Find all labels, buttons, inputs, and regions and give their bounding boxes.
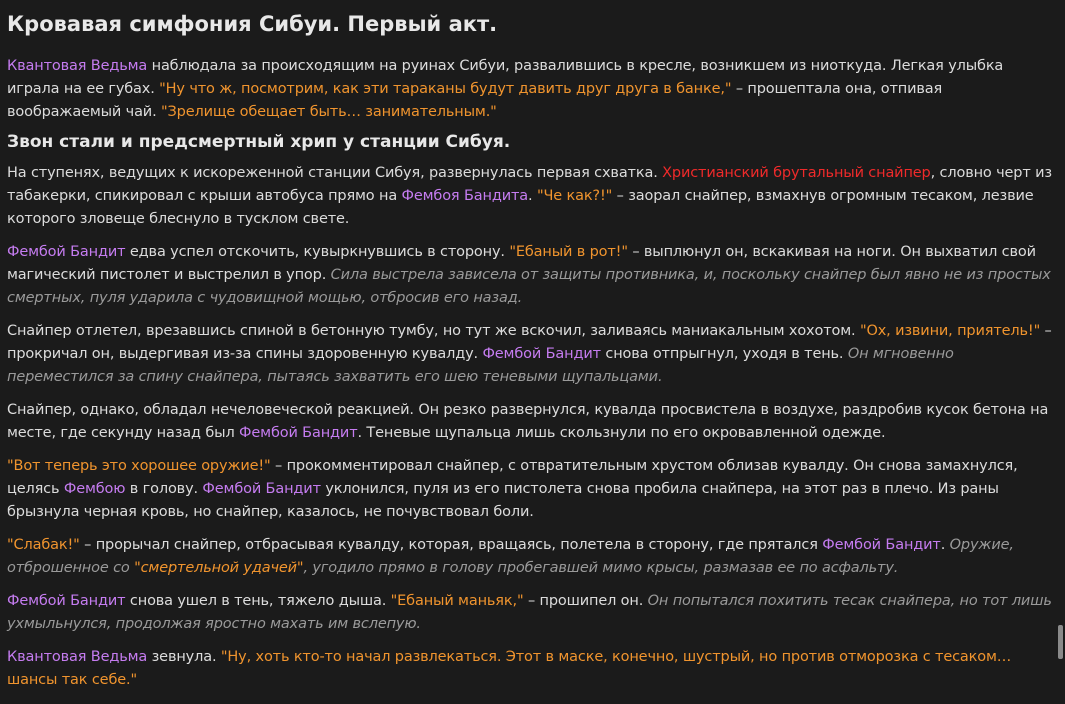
dialogue-text: "Че как?!" (536, 188, 613, 204)
character-name: Фембой Бандит (202, 481, 321, 497)
narrative-text: – заорал снайпер, взмахнув огромным тесаком, лезвие которого зловеще блеснуло в тусклом свете. (7, 188, 1034, 227)
page-title: Кровавая симфония Сибуи. Первый акт. (7, 12, 498, 36)
story-paragraph (7, 399, 1052, 445)
dialogue-text: "Ну что ж, посмотрим, как эти тараканы будут давить друг друга в банке," (159, 81, 732, 97)
character-name: Фембой Бандит (239, 425, 358, 441)
narrative-text: – прокомментировал снайпер, с отвратительным хрустом облизав кувалду. Он снова замахнулся, целясь (7, 458, 1018, 497)
story-paragraph (7, 241, 1052, 310)
narrative-text: – прошептала она, отпивая воображаемый чай. (7, 81, 943, 120)
narrative-text: наблюдала за происходящим на руинах Сибуи, развалившись в кресле, возникшем из ниоткуда. Легкая улыбка играла на ее губах. (7, 58, 1004, 97)
narration-italic: Он попытался похитить тесак снайпера, но тот лишь ухмыльнулся, продолжая яростно махать им вслепую. (7, 593, 1052, 632)
dialogue-text: "смертельной удачей" (134, 560, 304, 576)
story-paragraph (7, 55, 1052, 124)
narrative-text: Снайпер, однако, обладал нечеловеческой реакцией. Он резко развернулся, кувалда просвистела в воздухе, раздробив кусок бетона на месте, где секунду назад был (7, 402, 1049, 441)
narrative-text: , словно черт из табакерки, спикировал с крыши автобуса прямо на (7, 165, 1052, 204)
story-paragraph (7, 455, 1052, 524)
narrative-text: – прорычал снайпер, отбрасывая кувалду, которая, вращаясь, полетела в сторону, где прятался (79, 537, 823, 553)
story-content (7, 0, 1052, 702)
section-heading: Звон стали и предсмертный хрип у станции Сибуя. (7, 132, 511, 152)
narrative-text: На ступенях, ведущих к искореженной станции Сибуя, развернулась первая схватка. (7, 165, 663, 181)
narrative-text: едва успел отскочить, кувыркнувшись в сторону. (125, 244, 510, 260)
narration-italic: Он мгновенно переместился за спину снайпера, пытаясь захватить его шею теневыми щупальцами. (7, 346, 954, 385)
story-paragraph (7, 320, 1052, 389)
narrative-text: – прокричал он, выдергивая из-за спины здоровенную кувалду. (7, 323, 1052, 362)
dialogue-text: "Ебаный маньяк," (390, 593, 524, 609)
dialogue-text: "Ох, извини, приятель!" (859, 323, 1041, 339)
narrative-text: снова ушел в тень, тяжело дыша. (125, 593, 391, 609)
narration-italic: Сила выстрела зависела от защиты противника, и, поскольку снайпер был явно не из простых смертных, пуля ударила с чудовищной мощью, отбросив его назад. (7, 267, 1051, 306)
narration-text: , угодило прямо в голову пробегавшей мимо крысы, размазав ее по асфальту. (303, 560, 899, 576)
story-paragraph (7, 534, 1052, 580)
character-name: Фембою (63, 481, 126, 497)
narrative-text: . (528, 188, 537, 204)
dialogue-text: "Ебаный в рот!" (509, 244, 628, 260)
narrative-text: . Теневые щупальца лишь скользнули по его окровавленной одежде. (357, 425, 886, 441)
story-paragraph (7, 646, 1052, 692)
dialogue-text: "Вот теперь это хорошее оружие!" (7, 458, 271, 474)
character-name: Христианский брутальный снайпер (662, 165, 931, 181)
dialogue-text: "Зрелище обещает быть… занимательным." (161, 104, 497, 120)
character-name: Фембой Бандит (7, 593, 126, 609)
narrative-text: – выплюнул он, вскакивая на ноги. Он выхватил свой магический пистолет и выстрелил в упор. (7, 244, 1036, 283)
narrative-text: зевнула. (147, 649, 221, 665)
character-name: Фембой Бандит (822, 537, 941, 553)
character-name: Квантовая Ведьма (7, 649, 148, 665)
narrative-text: – прошипел он. (523, 593, 648, 609)
character-name: Фембой Бандит (482, 346, 601, 362)
narrative-text: уклонился, пуля из его пистолета снова пробила снайпера, на этот раз в плечо. Из раны брызнула черная кровь, но снайпер, казалось, не почувствовал боли. (7, 481, 999, 520)
narrative-text: снова отпрыгнул, уходя в тень. (600, 346, 848, 362)
narration-text: Оружие, отброшенное со (7, 537, 1014, 576)
story-paragraph (7, 162, 1052, 231)
character-name: Фембоя Бандита (401, 188, 529, 204)
dialogue-text: "Слабак!" (7, 537, 80, 553)
character-name: Квантовая Ведьма (7, 58, 148, 74)
narrative-text: в голову. (125, 481, 203, 497)
narrative-text: . (940, 537, 950, 553)
narrative-text: Снайпер отлетел, врезавшись спиной в бетонную тумбу, но тут же вскочил, заливаясь маниакальным хохотом. (7, 323, 860, 339)
story-paragraph (7, 590, 1052, 636)
character-name: Фембой Бандит (7, 244, 126, 260)
scrollbar-thumb[interactable] (1058, 625, 1063, 659)
dialogue-text: "Ну, хоть кто-то начал развлекаться. Этот в маске, конечно, шустрый, но против отморозка с тесаком… шансы так себе." (7, 649, 1012, 688)
